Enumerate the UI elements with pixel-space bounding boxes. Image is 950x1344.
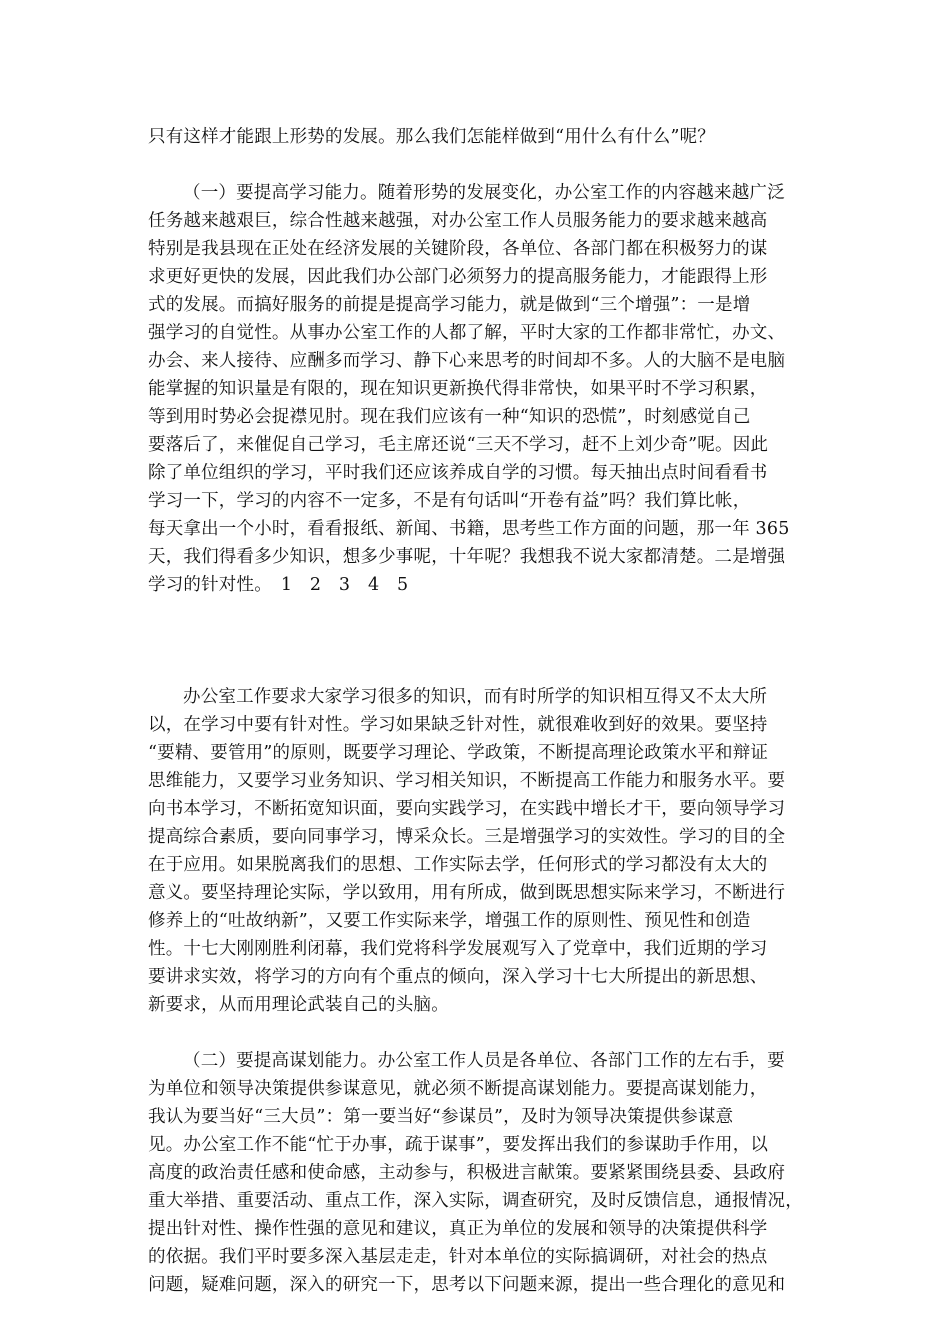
text-line: 见。办公室工作不能“忙于办事，疏于谋事”，要发挥出我们的参谋助手作用，以 <box>148 1135 769 1155</box>
text-line: 新要求，从而用理论武装自己的头脑。 <box>148 995 449 1015</box>
text-line: 提高综合素质，要向同事学习，博采众长。三是增强学习的实效性。学习的目的全 <box>148 827 786 847</box>
text-line: 修养上的“吐故纳新”，又要工作实际来学，增强工作的原则性、预见性和创造 <box>148 911 751 931</box>
text-line: 式的发展。而搞好服务的前提是提高学习能力，就是做到“三个增强”：一是增 <box>148 295 751 315</box>
text-line: 重大举措、重要活动、重点工作，深入实际，调查研究，及时反馈信息，通报情况， <box>148 1191 803 1211</box>
text-line: 为单位和领导决策提供参谋意见，就必须不断提高谋划能力。要提高谋划能力， <box>148 1079 768 1099</box>
text-line: 只有这样才能跟上形势的发展。那么我们怎能样做到“用什么有什么”呢？ <box>148 127 715 147</box>
text-line: 任务越来越艰巨，综合性越来越强，对办公室工作人员服务能力的要求越来越高 <box>148 211 768 231</box>
text-line: 向书本学习，不断拓宽知识面，要向实践学习，在实践中增长才干，要向领导学习 <box>148 799 786 819</box>
text-line: “要精、要管用”的原则，既要学习理论、学政策，不断提高理论政策水平和辩证 <box>148 743 769 763</box>
text-line: 除了单位组织的学习，平时我们还应该养成自学的习惯。每天抽出点时间看看书 <box>148 463 768 483</box>
text-line: 问题，疑难问题，深入的研究一下，思考以下问题来源，提出一些合理化的意见和 <box>148 1275 786 1295</box>
text-line: 强学习的自觉性。从事办公室工作的人都了解，平时大家的工作都非常忙，办文、 <box>148 323 786 343</box>
text-line: 意义。要坚持理论实际，学以致用，用有所成，做到既思想实际来学习，不断进行 <box>148 883 786 903</box>
paragraph-first-line: 办公室工作要求大家学习很多的知识，而有时所学的知识相互得又不太大所 <box>183 687 768 707</box>
text-line: 以，在学习中要有针对性。学习如果缺乏针对性，就很难收到好的效果。要坚持 <box>148 715 768 735</box>
text-line: 学习一下，学习的内容不一定多，不是有句话叫“开卷有益”吗？我们算比帐， <box>148 491 751 511</box>
text-line: 求更好更快的发展，因此我们办公部门必须努力的提高服务能力，才能跟得上形 <box>148 267 768 287</box>
text-line: 高度的政治责任感和使命感，主动参与，积极进言献策。要紧紧围绕县委、县政府 <box>148 1163 786 1183</box>
text-line: 每天拿出一个小时，看看报纸、新闻、书籍，思考些工作方面的问题，那一年 365 <box>148 519 790 539</box>
paragraph-first-line: （一）要提高学习能力。随着形势的发展变化，办公室工作的内容越来越广泛 <box>183 183 785 203</box>
text-line: 特别是我县现在正处在经济发展的关键阶段，各单位、各部门都在积极努力的谋 <box>148 239 768 259</box>
text-line: 能掌握的知识量是有限的，现在知识更新换代得非常快，如果平时不学习积累， <box>148 379 768 399</box>
text-line: 在于应用。如果脱离我们的思想、工作实际去学，任何形式的学习都没有太大的 <box>148 855 768 875</box>
text-line: 办会、来人接待、应酬多而学习、静下心来思考的时间却不多。人的大脑不是电脑 <box>148 351 786 371</box>
text-line: 要落后了，来催促自己学习，毛主席还说“三天不学习，赶不上刘少奇”呢。因此 <box>148 435 769 455</box>
text-line: 要讲求实效，将学习的方向有个重点的倾向，深入学习十七大所提出的新思想、 <box>148 967 768 987</box>
text-line: 的依据。我们平时要多深入基层走走，针对本单位的实际搞调研，对社会的热点 <box>148 1247 768 1267</box>
text-line: 思维能力，又要学习业务知识、学习相关知识，不断提高工作能力和服务水平。要 <box>148 771 786 791</box>
text-line: 我认为要当好“三大员”：第一要当好“参谋员”，及时为领导决策提供参谋意 <box>148 1107 734 1127</box>
text-line: 等到用时势必会捉襟见肘。现在我们应该有一种“知识的恐慌”，时刻感觉自己 <box>148 407 751 427</box>
text-line: 性。十七大刚刚胜利闭幕，我们党将科学发展观写入了党章中，我们近期的学习 <box>148 939 768 959</box>
paragraph-first-line: （二）要提高谋划能力。办公室工作人员是各单位、各部门工作的左右手，要 <box>183 1051 785 1071</box>
text-line: 天，我们得看多少知识，想多少事呢，十年呢？我想我不说大家都清楚。二是增强 <box>148 547 786 567</box>
text-line: 提出针对性、操作性强的意见和建议，真正为单位的发展和领导的决策提供科学 <box>148 1219 768 1239</box>
text-line: 学习的针对性。 1 2 3 4 5 <box>148 575 409 595</box>
